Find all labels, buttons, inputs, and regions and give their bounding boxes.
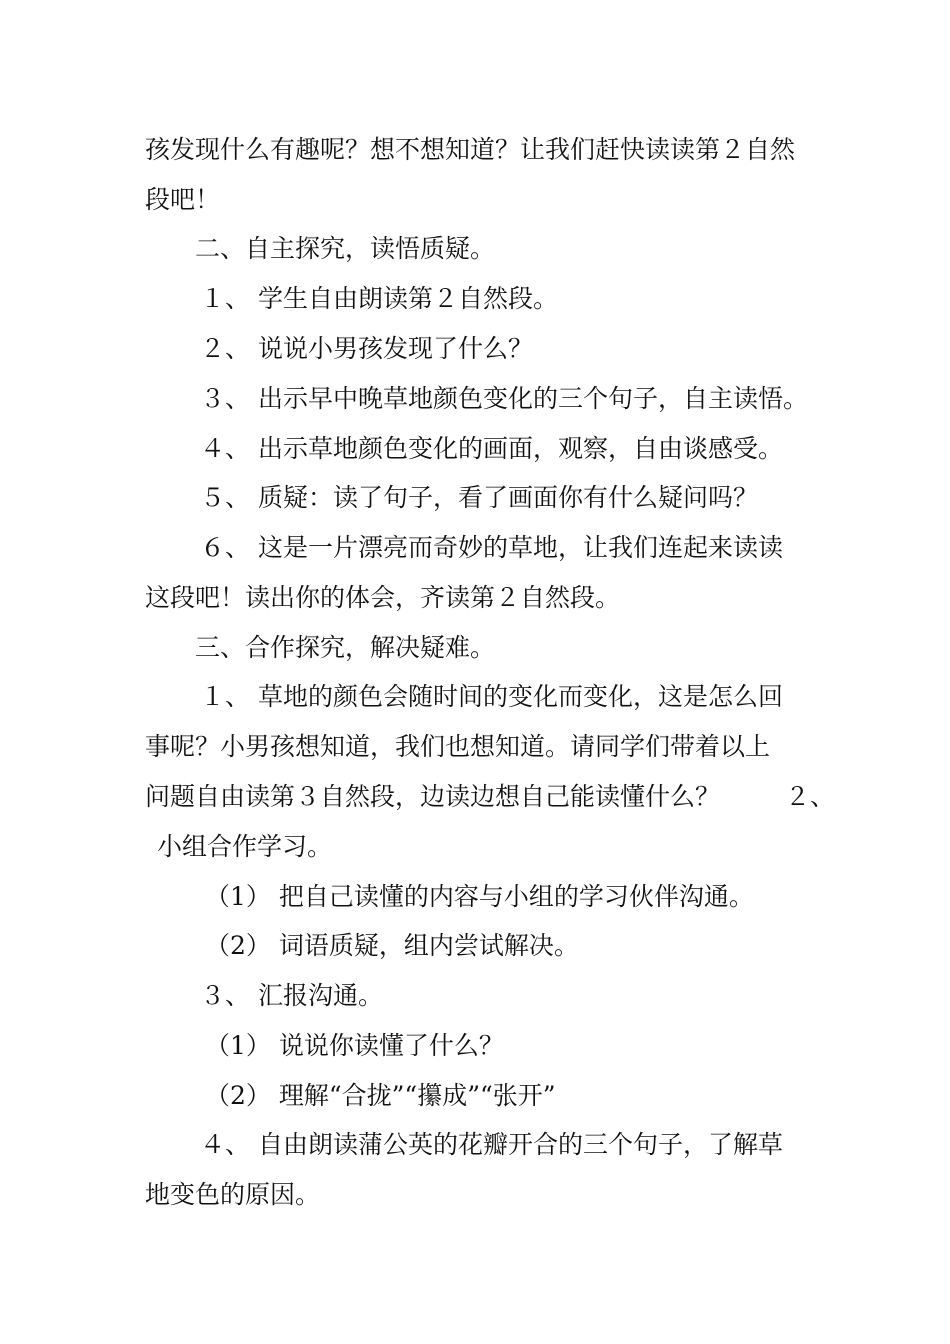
list-item: １、 草地的颜色会随时间的变化而变化，这是怎么回 xyxy=(200,682,783,711)
sub-item: （2） 理解“合拢”“攥成”“张开” xyxy=(205,1081,556,1110)
list-item: ５、 质疑：读了句子，看了画面你有什么疑问吗？ xyxy=(200,483,758,512)
section-heading: 三、合作探究，解决疑难。 xyxy=(195,633,496,662)
text-line: 地变色的原因。 xyxy=(145,1180,321,1209)
text-line: 问题自由读第３自然段，边读边想自己能读懂什么？ xyxy=(145,782,721,811)
list-item: ３、 汇报沟通。 xyxy=(200,981,383,1010)
text-line: 这段吧！读出你的体会，齐读第２自然段。 xyxy=(145,583,621,612)
list-item-number: ２、 xyxy=(785,782,836,811)
text-line: 段吧！ xyxy=(145,185,221,214)
sub-item: （1） 把自己读懂的内容与小组的学习伙伴沟通。 xyxy=(205,882,754,911)
text-line: 孩发现什么有趣呢？想不想知道？让我们赶快读读第２自然 xyxy=(145,135,796,164)
section-heading: 二、自主探究，读悟质疑。 xyxy=(195,234,496,263)
list-item: ６、 这是一片漂亮而奇妙的草地，让我们连起来读读 xyxy=(200,533,783,562)
sub-item: （2） 词语质疑，组内尝试解决。 xyxy=(205,931,579,960)
list-item: ４、 自由朗读蒲公英的花瓣开合的三个句子，了解草 xyxy=(200,1130,783,1159)
sub-item: （1） 说说你读懂了什么？ xyxy=(205,1031,504,1060)
list-item: １、 学生自由朗读第２自然段。 xyxy=(200,284,558,313)
text-line: 事呢？小男孩想知道，我们也想知道。请同学们带着以上 xyxy=(145,732,771,761)
text-line: 小组合作学习。 xyxy=(157,832,333,861)
list-item: ４、 出示草地颜色变化的画面，观察，自由谈感受。 xyxy=(200,434,783,463)
list-item: ３、 出示早中晚草地颜色变化的三个句子，自主读悟。 xyxy=(200,384,808,413)
list-item: ２、 说说小男孩发现了什么？ xyxy=(200,334,533,363)
